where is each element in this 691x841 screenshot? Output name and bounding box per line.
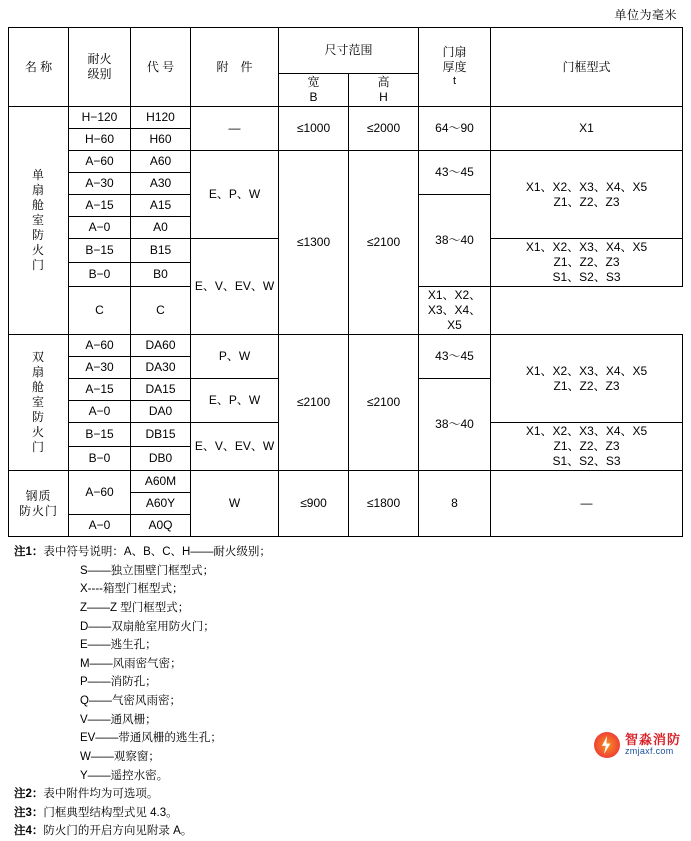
cell-accessory: — (191, 107, 279, 151)
note-line (14, 804, 679, 823)
cell-level: A−15 (69, 195, 131, 217)
note-line: D——双扇舱室用防火门； (80, 620, 215, 633)
table-row (9, 335, 683, 357)
logo-name-en: zmjaxf.com (624, 746, 674, 757)
cell-code: DA60 (131, 335, 191, 357)
header-height: 高 H (349, 74, 419, 107)
note-line: Q——气密风雨密； (80, 695, 181, 707)
cell-width: ≤1000 (279, 107, 349, 151)
cell-code: H120 (131, 107, 191, 129)
cell-level: H−60 (69, 129, 131, 151)
note-line: M——风雨密气密； (80, 657, 182, 670)
cell-level: H−120 (69, 107, 131, 129)
cell-code: C (131, 287, 191, 335)
group-name-double-leaf: 双 扇 舱 室 防 火 门 (9, 335, 69, 471)
cell-code: A0 (131, 217, 191, 239)
cell-accessory: E、P、W (191, 379, 279, 423)
cell-code: DA30 (131, 357, 191, 379)
cell-height: ≤1800 (349, 471, 419, 537)
cell-thickness: 43～45 (419, 151, 491, 195)
note-label: 注1： (14, 546, 44, 558)
note-label: 注4： (14, 825, 44, 838)
header-fire-level: 耐火 级别 (69, 28, 131, 107)
cell-height: ≤2100 (349, 151, 419, 335)
cell-thickness: 38～40 (419, 195, 491, 287)
logo-text (625, 733, 681, 756)
cell-level: B−0 (69, 263, 131, 287)
cell-accessory: P、W (191, 335, 279, 379)
table-header-row (9, 28, 683, 74)
note-line: P——消防孔； (80, 676, 157, 689)
cell-width: ≤2100 (279, 335, 349, 471)
cell-level: C (69, 287, 131, 335)
cell-level: B−0 (69, 447, 131, 471)
note-line (14, 785, 679, 804)
group-name-single-leaf: 单 扇 舱 室 防 火 门 (9, 107, 69, 335)
cell-code: A0Q (131, 515, 191, 537)
cell-thickness: 8 (419, 471, 491, 537)
cell-thickness: 43～45 (419, 335, 491, 379)
header-leaf-thickness: 门扇 厚度 t (419, 28, 491, 107)
cell-code: H60 (131, 129, 191, 151)
cell-frame: X1、X2、X3、X4、X5 Z1、Z2、Z3 (491, 151, 683, 239)
cell-level: B−15 (69, 423, 131, 447)
header-size-range: 尺寸范围 (279, 28, 419, 74)
note-text: 表中符号说明：A、B、C、H——耐火级别； (43, 546, 271, 558)
cell-width: ≤1300 (279, 151, 349, 335)
fire-door-spec-table (8, 27, 683, 537)
cell-accessory: E、P、W (191, 151, 279, 239)
note-text: 门框典型结构型式见 4.3。 (43, 806, 178, 819)
cell-code: DA0 (131, 401, 191, 423)
cell-frame: X1、X2、X3、X4、X5 Z1、Z2、Z3 (491, 335, 683, 423)
cell-code: A60 (131, 151, 191, 173)
note-line (14, 543, 679, 562)
cell-level: A−60 (69, 151, 131, 173)
cell-code: A60Y (131, 493, 191, 515)
note-line: V——通风栅； (80, 713, 157, 726)
cell-level: A−0 (69, 515, 131, 537)
cell-code: DB15 (131, 423, 191, 447)
note-label: 注2： (14, 788, 44, 801)
table-row (9, 151, 683, 173)
cell-code: A30 (131, 173, 191, 195)
header-accessory: 附 件 (191, 28, 279, 107)
note-line: X----箱型门框型式； (80, 583, 184, 596)
cell-code: A15 (131, 195, 191, 217)
cell-level: A−0 (69, 217, 131, 239)
cell-accessory: E、V、EV、W (191, 423, 279, 471)
unit-note: 单位为毫米 (614, 8, 677, 22)
cell-frame: — (491, 471, 683, 537)
cell-level: A−60 (69, 335, 131, 357)
cell-code: B0 (131, 263, 191, 287)
watermark-logo (594, 732, 681, 758)
note-line: Z——Z 型门框型式； (80, 601, 190, 614)
cell-accessory: E、V、EV、W (191, 239, 279, 335)
cell-code: A60M (131, 471, 191, 493)
note-text: 防火门的开启方向见附录 A。 (43, 825, 193, 838)
table-row (9, 471, 683, 493)
cell-level: A−30 (69, 173, 131, 195)
flame-icon (594, 732, 620, 758)
group-name-steel-door: 钢质 防火门 (9, 471, 69, 537)
cell-accessory: W (191, 471, 279, 537)
cell-thickness: 64～90 (419, 107, 491, 151)
cell-frame: X1、X2、X3、X4、X5 Z1、Z2、Z3 S1、S2、S3 (491, 239, 683, 287)
cell-level: B−15 (69, 239, 131, 263)
cell-thickness: 38～40 (419, 379, 491, 471)
note-line: EV——带通风栅的逃生孔； (80, 732, 222, 745)
cell-code: DA15 (131, 379, 191, 401)
note-line: W——观察窗； (80, 750, 160, 763)
cell-height: ≤2000 (349, 107, 419, 151)
cell-level: A−15 (69, 379, 131, 401)
cell-level: A−60 (69, 471, 131, 515)
header-width: 宽 B (279, 74, 349, 107)
cell-code: B15 (131, 239, 191, 263)
header-name: 名 称 (9, 28, 69, 107)
note-line: Y——遥控水密。 (80, 769, 169, 782)
cell-level: A−0 (69, 401, 131, 423)
cell-frame: X1、X2、X3、X4、X5 (419, 287, 491, 335)
note-line (14, 822, 679, 841)
note-line: S——独立围壁门框型式； (80, 564, 215, 577)
header-frame-type: 门框型式 (491, 28, 683, 107)
cell-code: DB0 (131, 447, 191, 471)
logo-name-cn: 智淼消防 (624, 732, 681, 748)
table-notes (14, 543, 679, 841)
header-code: 代 号 (131, 28, 191, 107)
note-line: E——逃生孔； (80, 639, 157, 652)
cell-frame: X1、X2、X3、X4、X5 Z1、Z2、Z3 S1、S2、S3 (491, 423, 683, 471)
note-label: 注3： (14, 806, 44, 819)
cell-width: ≤900 (279, 471, 349, 537)
cell-level: A−30 (69, 357, 131, 379)
cell-height: ≤2100 (349, 335, 419, 471)
note-text: 表中附件均为可选项。 (43, 788, 159, 801)
table-row (9, 107, 683, 129)
cell-frame: X1 (491, 107, 683, 151)
